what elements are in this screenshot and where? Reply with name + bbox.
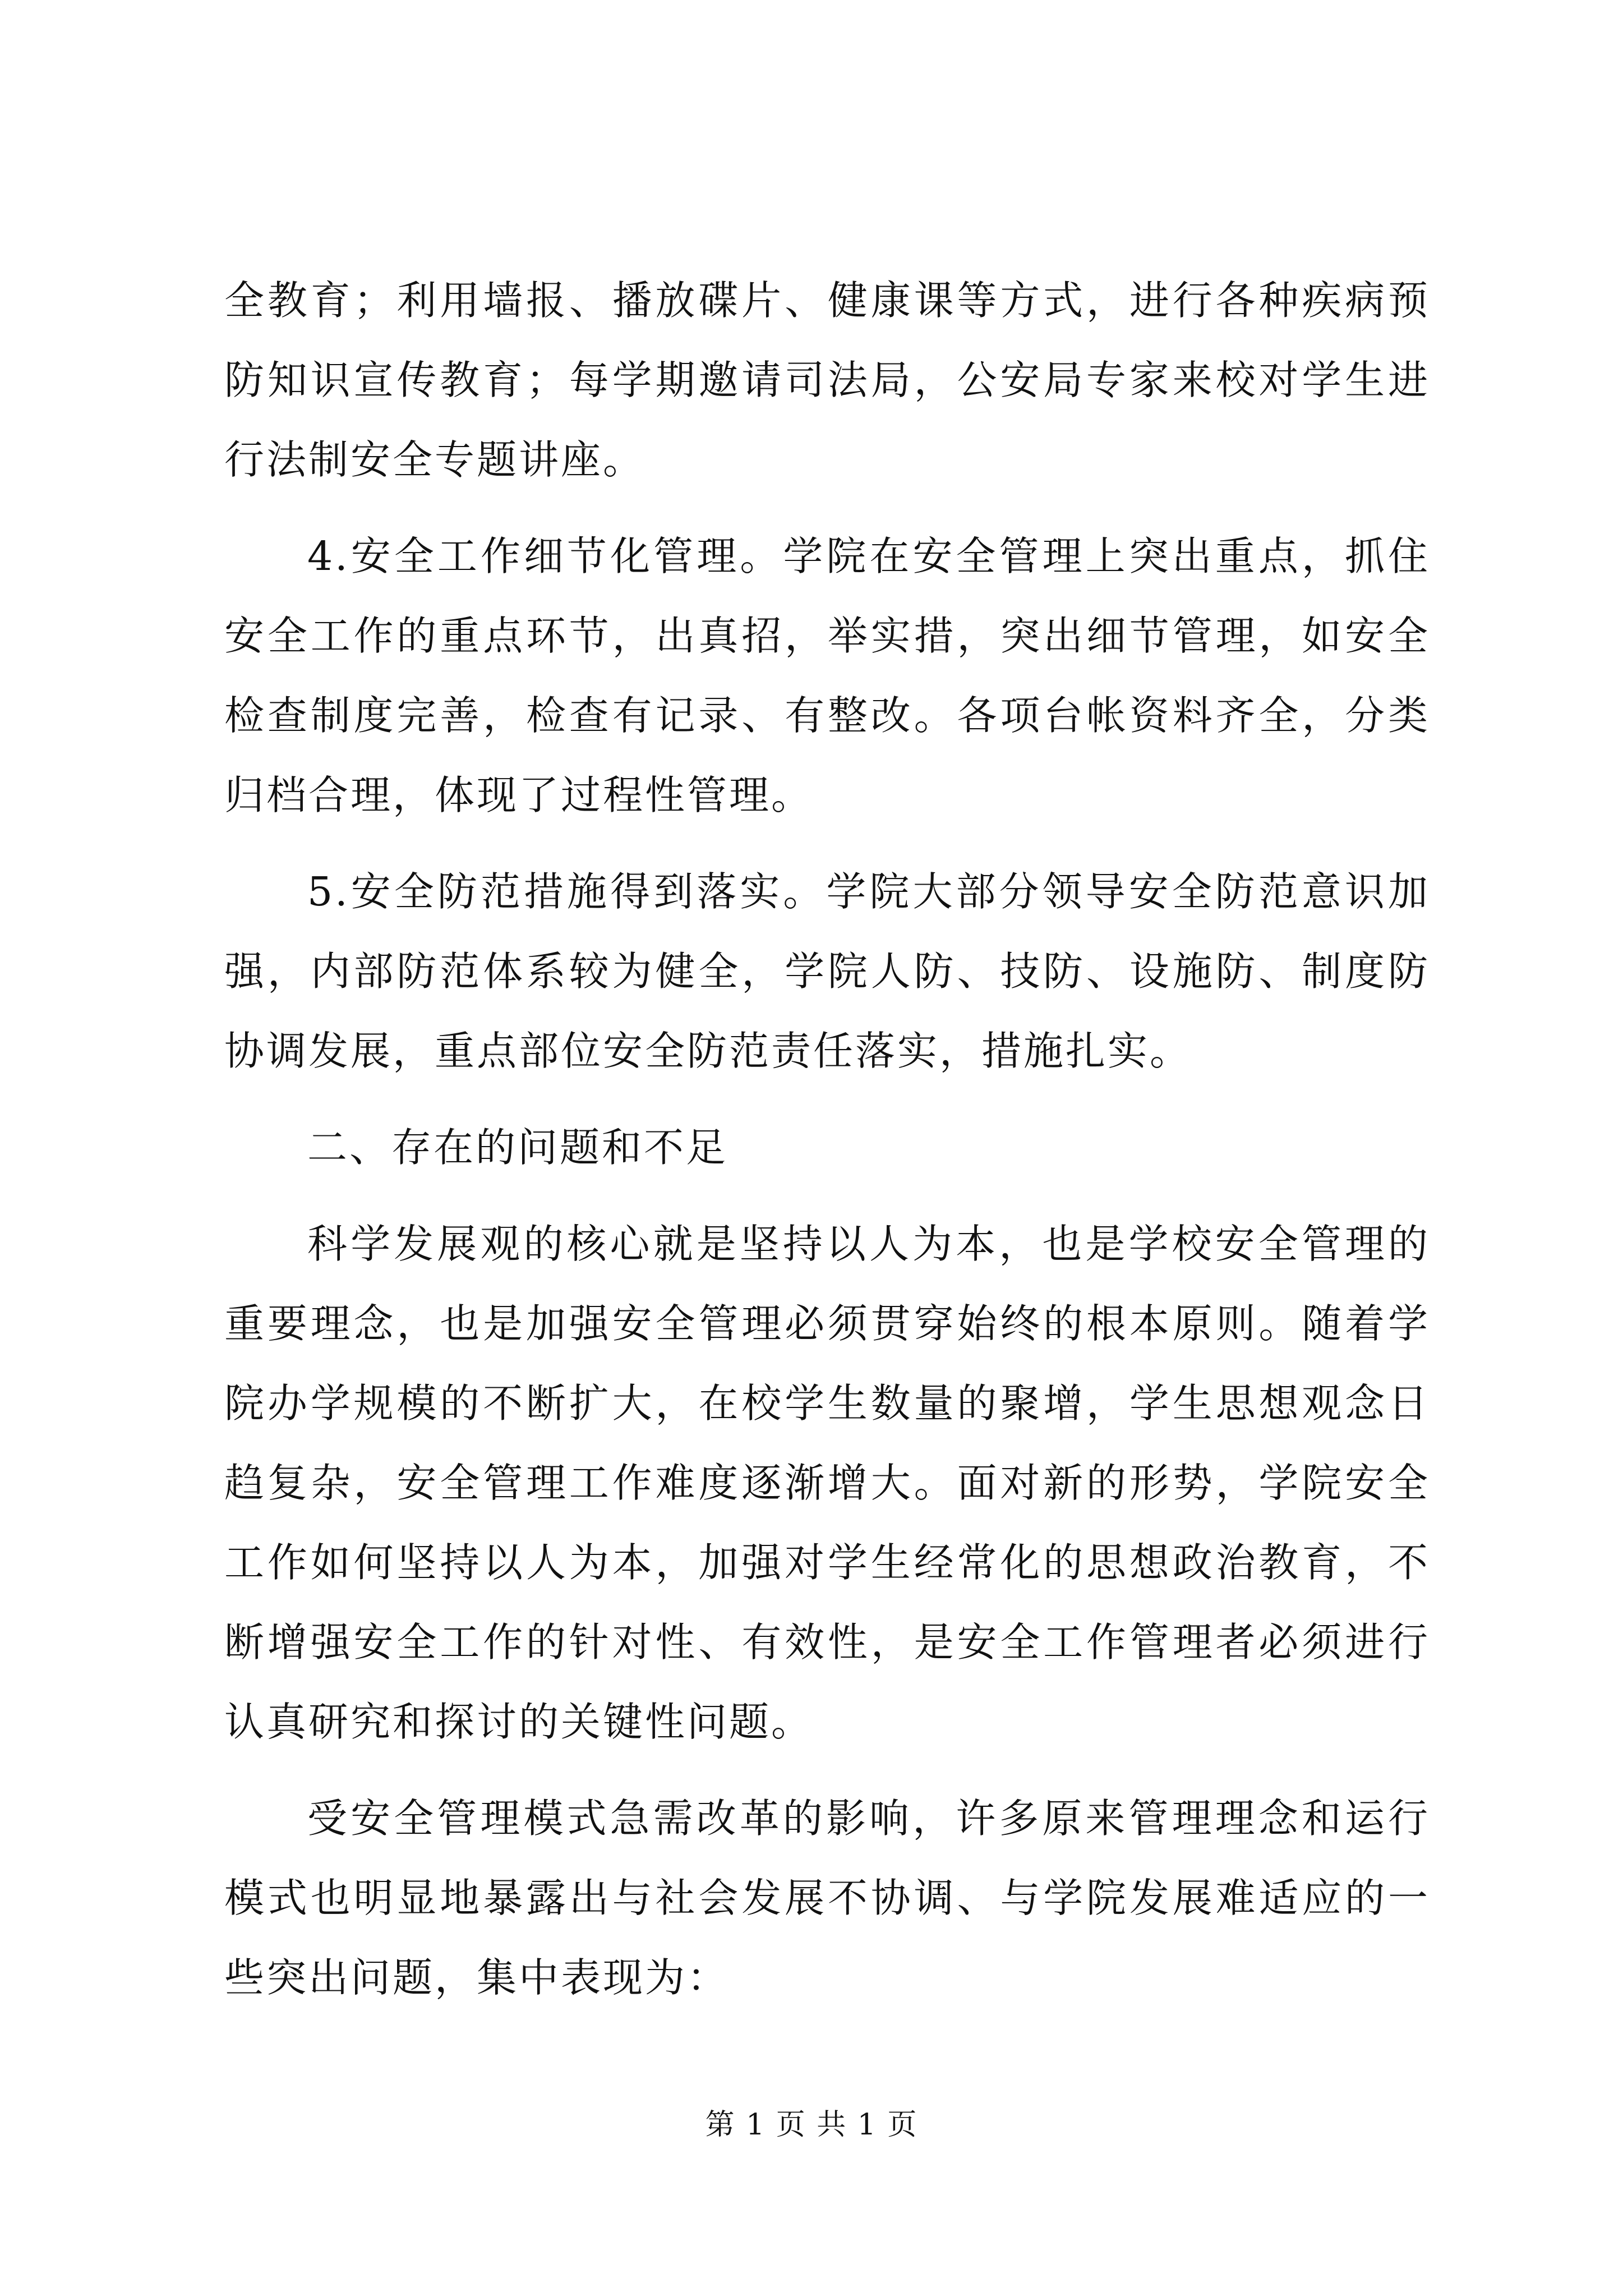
page-number-footer: 第 1 页 共 1 页 [705,2108,918,2142]
document-body [224,261,1430,2035]
paragraph-scientific-development: 科学发展观的核心就是坚持以人为本，也是学校安全管理的重要理念，也是加强安全管理必须贯穿始终的根本原则。随着学院办学规模的不断扩大，在校学生数量的聚增，学生思想观念日趋复杂，安全管理工作难度逐渐增大。面对新的形势，学院安全工作如何坚持以人为本，加强对学生经常化的思想政治教育，不断增强安全工作的针对性、有效性，是安全工作管理者必须进行认真研究和探讨的关键性问题。 [224,1221,1430,1745]
paragraph-safety-education-continued: 全教育；利用墙报、播放碟片、健康课等方式，进行各种疾病预防知识宣传教育；每学期邀请司法局，公安局专家来校对学生进行法制安全专题讲座。 [224,277,1430,483]
paragraph-detail-management: 4.安全工作细节化管理。学院在安全管理上突出重点，抓住安全工作的重点环节，出真招，举实措，突出细节管理，如安全检查制度完善，检查有记录、有整改。各项台帐资料齐全，分类归档合理，体现了过程性管理。 [224,533,1430,818]
section-heading-problems: 二、存在的问题和不足 [307,1124,728,1171]
paragraph-prevention-measures: 5.安全防范措施得到落实。学院大部分领导安全防范意识加强，内部防范体系较为健全，学院人防、技防、设施防、制度防协调发展，重点部位安全防范责任落实，措施扎实。 [224,868,1430,1074]
paragraph-management-reform: 受安全管理模式急需改革的影响，许多原来管理理念和运行模式也明显地暴露出与社会发展不协调、与学院发展难适应的一些突出问题，集中表现为： [224,1795,1430,2001]
